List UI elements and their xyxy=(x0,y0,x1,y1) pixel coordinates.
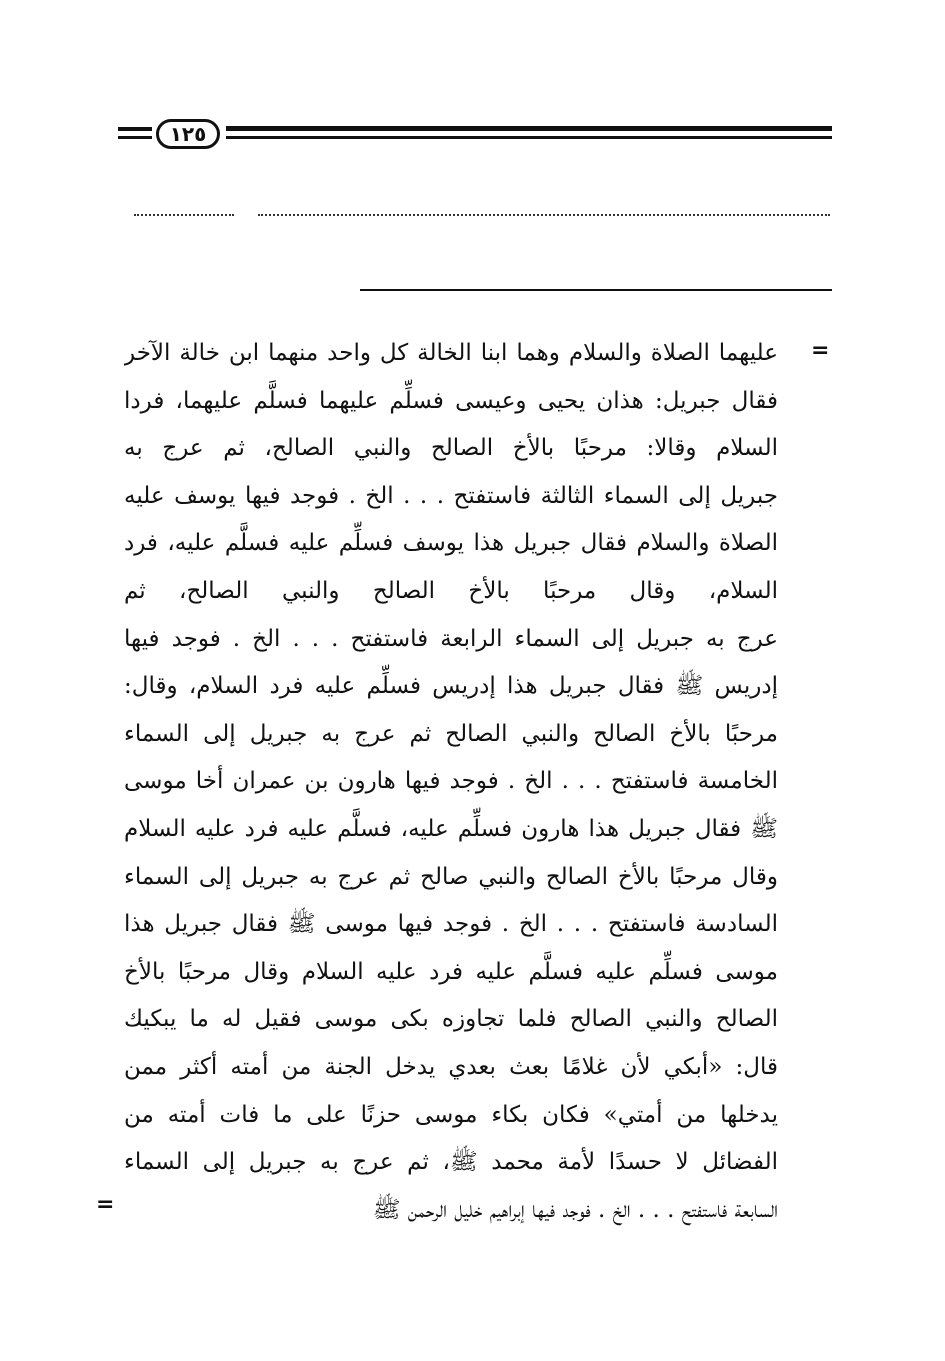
footnote-line: يدخلها من أمتي» فكان بكاء موسى حزنًا على ما فات أمته من xyxy=(124,1101,778,1128)
footnote-line: عرج به جبريل إلى السماء الرابعة فاستفتح . . . الخ . فوجد فيها xyxy=(124,625,778,652)
dotted-separator-right xyxy=(258,214,830,216)
footnote-line: السلام وقالا: مرحبًا بالأخ الصالح والنبي الصالح، ثم عرج به xyxy=(124,435,778,462)
footnote-line: ﷺ فقال جبريل هذا هارون فسلِّم عليه، فسلَّم عليه فرد عليه السلام xyxy=(124,815,778,842)
footnote-rule xyxy=(360,289,832,291)
footnote-line: السلام، وقال مرحبًا بالأخ الصالح والنبي الصالح، ثم xyxy=(124,577,778,604)
header-rule-left-bottom xyxy=(118,136,152,139)
header-rule-right-top xyxy=(226,126,832,131)
footnote-line: الخامسة فاستفتح . . . الخ . فوجد فيها هارون بن عمران أخا موسى xyxy=(124,768,778,795)
footnote-line: عليهما الصلاة والسلام وهما ابنا الخالة كل واحد منهما ابن خالة الآخر xyxy=(124,340,778,366)
footnote-line: قال: «أبكي لأن غلامًا بعث بعدي يدخل الجنة من أمته أكثر ممن xyxy=(124,1053,778,1080)
footnote-line: وقال مرحبًا بالأخ الصالح والنبي صالح ثم عرج به جبريل إلى السماء xyxy=(124,863,778,890)
footnote-line: فقال جبريل: هذان يحيى وعيسى فسلِّم عليهما فسلَّم عليهما، فردا xyxy=(124,387,778,414)
footnote-line: إدريس ﷺ فقال جبريل هذا إدريس فسلِّم عليه فرد السلام، وقال: xyxy=(124,673,778,700)
footnote-line: موسى فسلِّم عليه فسلَّم عليه فرد عليه السلام وقال مرحبًا بالأخ xyxy=(124,958,778,985)
footnote-line: السادسة فاستفتح . . . الخ . فوجد فيها موسى ﷺ فقال جبريل هذا xyxy=(124,911,778,938)
dotted-separator-left xyxy=(134,214,234,216)
header-rule-right-bottom xyxy=(226,136,832,139)
footnote-line: السابعة فاستفتح . . . الخ . فوجد فيها إبراهيم خليل الرحمن ﷺ xyxy=(372,1196,778,1223)
header-rule-left-top xyxy=(118,127,152,131)
footnote-text xyxy=(124,330,778,1234)
footnote-line: الصالح والنبي الصالح فلما تجاوزه بكى موسى فقيل له ما يبكيك xyxy=(124,1006,778,1033)
continuation-marker-start: = xyxy=(811,338,830,363)
footnote-line: جبريل إلى السماء الثالثة فاستفتح . . . الخ . فوجد فيها يوسف عليه xyxy=(124,482,778,509)
continuation-marker-end: = xyxy=(96,1192,115,1217)
footnote-line: الفضائل لا حسدًا لأمة محمد ﷺ، ثم عرج به جبريل إلى السماء xyxy=(124,1149,778,1176)
footnote-line: مرحبًا بالأخ الصالح والنبي الصالح ثم عرج به جبريل إلى السماء xyxy=(124,720,778,747)
page-header xyxy=(118,118,832,152)
footnote-line: الصلاة والسلام فقال جبريل هذا يوسف فسلِّم عليه فسلَّم عليه، فرد xyxy=(124,530,778,557)
page-number: ١٢٥ xyxy=(156,119,220,149)
